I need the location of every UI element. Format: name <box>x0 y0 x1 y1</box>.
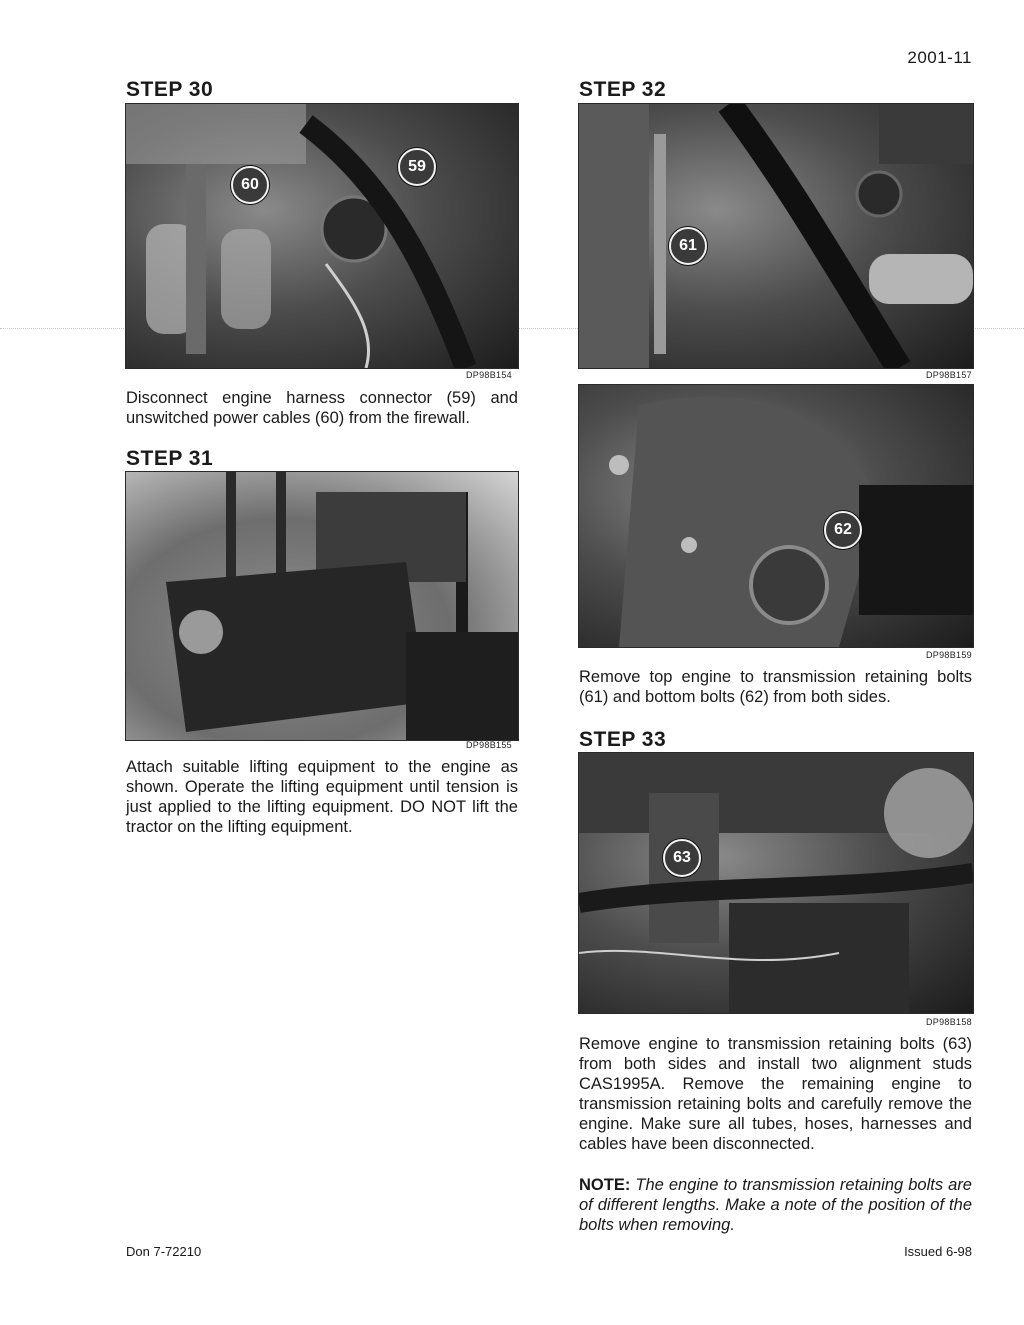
step-33-photo-illustration <box>579 753 973 1013</box>
step-32-bottom-photo <box>578 384 974 648</box>
step-31-photo-id: DP98B155 <box>466 740 512 750</box>
step-32-bottom-photo-id: DP98B159 <box>926 650 972 660</box>
step-33-photo-id: DP98B158 <box>926 1017 972 1027</box>
page-number: 2001-11 <box>907 48 972 67</box>
step-32-instruction: Remove top engine to transmission retaining bolts (61) and bottom bolts (62) from both sides. <box>579 668 972 706</box>
callout-63: 63 <box>663 839 701 877</box>
step-30-photo <box>125 103 519 369</box>
step-32-top-photo-illustration <box>579 104 973 368</box>
step-30-instruction: Disconnect engine harness connector (59) and unswitched power cables (60) from the firewall. <box>126 389 518 427</box>
callout-59: 59 <box>398 148 436 186</box>
step-31-photo <box>125 471 519 741</box>
step-31-heading: STEP 31 <box>126 447 214 470</box>
step-32-bottom-photo-illustration <box>579 385 973 647</box>
step-30-heading: STEP 30 <box>126 78 214 101</box>
step-32-top-photo <box>578 103 974 369</box>
note-block <box>579 1175 972 1235</box>
callout-61: 61 <box>669 227 707 265</box>
step-31-photo-illustration <box>126 472 518 740</box>
step-30-photo-id: DP98B154 <box>466 370 512 380</box>
step-32-heading: STEP 32 <box>579 78 667 101</box>
note-label: NOTE: <box>579 1176 631 1194</box>
step-33-heading: STEP 33 <box>579 728 667 751</box>
callout-60: 60 <box>231 166 269 204</box>
step-33-photo <box>578 752 974 1014</box>
step-33-instruction: Remove engine to transmission retaining bolts (63) from both sides and install two alignment studs CAS1995A. Remove the remaining engine to transmission retaining bolts and carefully remove the engine. Make sure all tubes, hoses, harnesses and cables have been disconnected. <box>579 1035 972 1153</box>
issued-date: Issued 6-98 <box>904 1244 972 1259</box>
step-32-top-photo-id: DP98B157 <box>926 370 972 380</box>
callout-62: 62 <box>824 511 862 549</box>
document-id: Don 7-72210 <box>126 1244 202 1259</box>
step-30-photo-illustration <box>126 104 518 368</box>
note-text: The engine to transmission retaining bolts are of different lengths. Make a note of the position of the bolts when removing. <box>579 1176 972 1234</box>
step-31-instruction: Attach suitable lifting equipment to the engine as shown. Operate the lifting equipment until tension is just applied to the lifting equipment. DO NOT lift the tractor on the lifting equipment. <box>126 758 518 836</box>
